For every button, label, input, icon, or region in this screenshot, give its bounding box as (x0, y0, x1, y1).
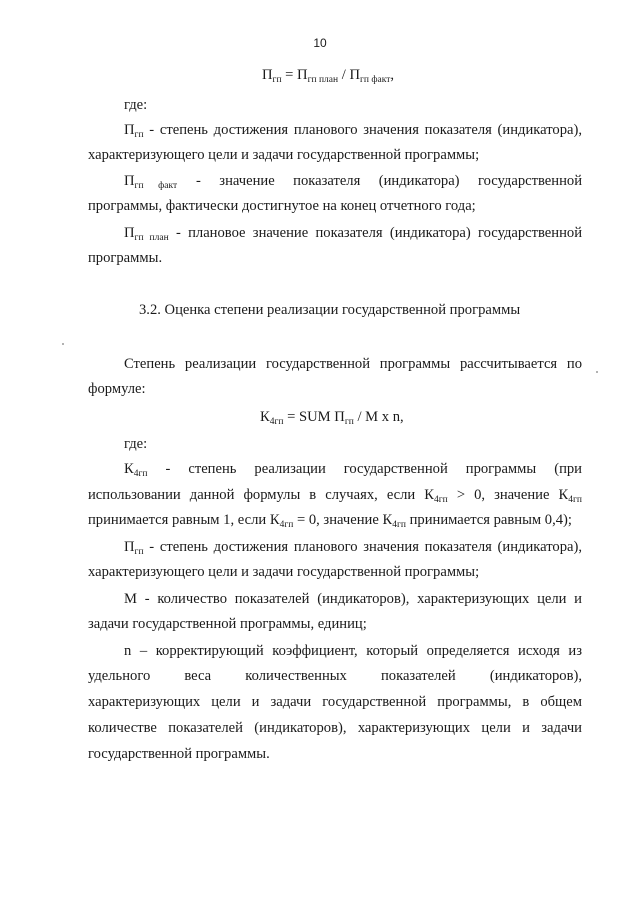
section-heading: 3.2. Оценка степени реализации государственной программы (139, 302, 521, 318)
definition-n-line2: удельного веса количественных показателей (индикаторов), (88, 668, 582, 684)
definition-pgp2-line2: характеризующего цели и задачи государственной программы; (88, 564, 480, 580)
page-number: 10 (313, 36, 327, 50)
scan-speck (596, 371, 598, 373)
definition-m-line1: М - количество показателей (индикаторов), характеризующих цели и (124, 591, 582, 607)
where-label-2: где: (124, 436, 148, 452)
definition-pgp-line1: $П_{гп}$ - степень достижения планового значения показателя (индикатора), (124, 122, 582, 140)
intro-line2: формуле: (88, 381, 146, 397)
definition-n-line4: количестве показателей (индикаторов), характеризующих цели и задачи (88, 720, 582, 736)
definition-pgp2-line1: $П_{гп}$ - степень достижения планового значения показателя (индикатора), (124, 539, 582, 557)
where-label: где: (124, 97, 148, 113)
definition-pgp-fact-line1: - значение показателя (индикатора) государственной (196, 173, 582, 189)
definition-k4gp-line1: $К_{4гп}$ - степень реализации государственной программы (при (124, 461, 582, 479)
definition-k4gp-line3: принимается равным 1, если $К_{4гп} = 0$, значение $К_{4гп}$ принимается равным 0,4); (88, 512, 572, 530)
definition-m-line2: задачи государственной программы, единиц; (88, 616, 367, 632)
definition-n-line5: государственной программы. (88, 746, 270, 762)
formula-k4gp: $К_{4гп}$ = SUM $П_{гп}$ / M х n, (260, 409, 404, 427)
intro-line1: Степень реализации государственной программы рассчитывается по (124, 356, 582, 372)
scan-speck (62, 343, 64, 345)
definition-pgp-fact-line2: программы, фактически достигнутое на конец отчетного года; (88, 198, 476, 214)
definition-n-line1: n – корректирующий коэффициент, который определяется исходя из (124, 643, 582, 659)
definition-pgp-line2: характеризующего цели и задачи государственной программы; (88, 147, 480, 163)
definition-pgp-fact-symbol: $П_{гп}$ $_{факт}$ (124, 173, 178, 191)
definition-pgp-plan-line1: $П_{гп план}$ - плановое значение показателя (индикатора) государственной (124, 225, 583, 243)
definition-k4gp-line2: использовании данной формулы в случаях, если $К_{4гп} > 0$, значение $К_{4гп}$ (88, 487, 582, 505)
definition-n-line3: характеризующих цели и задачи государственной программы, в общем (88, 694, 582, 710)
formula-pgp: $П_{гп} = П_{гп план} / П_{гп факт}$, (262, 67, 395, 85)
definition-pgp-plan-line2: программы. (88, 250, 163, 266)
